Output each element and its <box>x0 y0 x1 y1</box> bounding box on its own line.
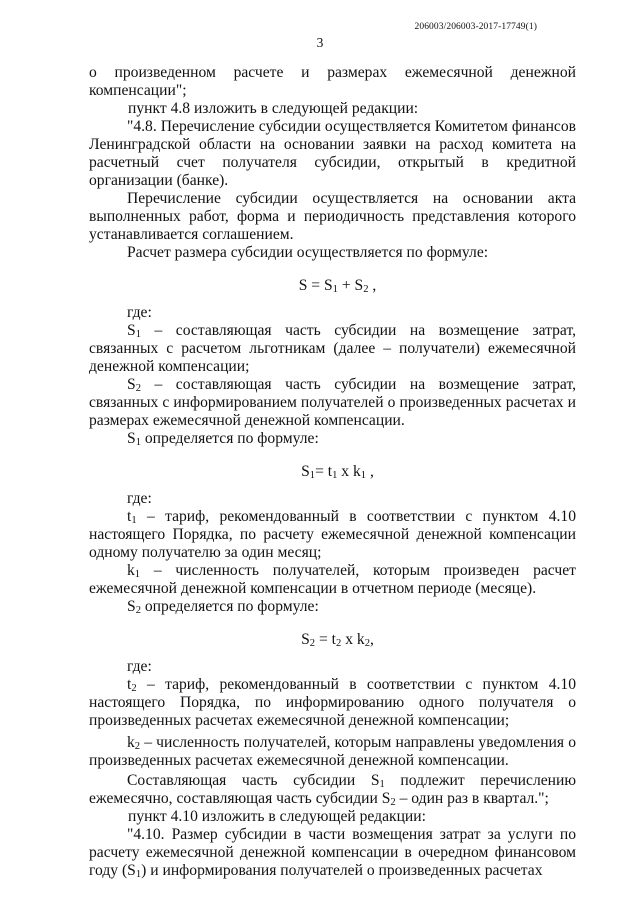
paragraph-transfer-basis: Перечисление субсидии осуществляется на основании акта выполненных работ, форма и периодичность представления которого устанавливается соглашением. <box>89 190 576 243</box>
definition-s1: $S_1$ – составляющая часть субсидии на возмещение затрат, связанных с расчетом льготникам (далее – получатели) ежемесячной денежной компенсации; <box>89 322 576 375</box>
s2-formula-intro: $S_2$ определяется по формуле: <box>127 598 319 616</box>
definition-k2: $k_2$ – численность получателей, которым направлены уведомления о произведенных расчетах ежемесячной денежной компенсации. <box>89 734 576 769</box>
where-label: где: <box>127 658 152 675</box>
paragraph-item-4-10-intro: пункт 4.10 изложить в следующей редакции: <box>128 808 426 825</box>
formula-s1: $S_1= t_1$ x $k_1$ , <box>301 463 374 481</box>
document-id: 206003/206003-2017-17749(1) <box>414 22 537 32</box>
definition-s2: $S_2$ – составляющая часть субсидии на возмещение затрат, связанных с информированием получателей о произведенных расчетах и размерах ежемесячной денежной компенсации. <box>89 376 576 429</box>
paragraph-item-4-8-intro: пункт 4.8 изложить в следующей редакции: <box>128 100 419 117</box>
where-label: где: <box>127 304 152 321</box>
definition-k1: $k_1$ – численность получателей, которым произведен расчет ежемесячной денежной компенсации в отчетном периоде (месяце). <box>89 562 576 597</box>
formula-s2: $S_2 = t_2$ x $k_2$, <box>301 631 374 649</box>
paragraph-item-4-8: "4.8. Перечисление субсидии осуществляется Комитетом финансов Ленинградской области на основании заявки на расход комитета на расчетный счет получателя субсидии, открытый в кредитной организации (банке). <box>89 118 576 189</box>
paragraph-formula-intro: Расчет размера субсидии осуществляется по формуле: <box>127 244 489 261</box>
document-body <box>89 64 576 880</box>
page-number: 3 <box>316 35 324 50</box>
where-label: где: <box>127 490 152 507</box>
s1-formula-intro: $S_1$ определяется по формуле: <box>127 430 319 448</box>
paragraph-compensation-end: о произведенном расчете и размерах ежемесячной денежной компенсации"; <box>89 64 576 99</box>
definition-t1: $t_1$ – тариф, рекомендованный в соответствии с пунктом 4.10 настоящего Порядка, по расчету ежемесячной денежной компенсации одному получателю за один месяц; <box>89 508 576 561</box>
definition-t2: $t_2$ – тариф, рекомендованный в соответствии с пунктом 4.10 настоящего Порядка, по информированию одного получателя о произведенных расчетах ежемесячной денежной компенсации; <box>89 676 576 729</box>
formula-s: $S = S_1 + S_2$ , <box>298 277 377 295</box>
paragraph-item-4-10: "4.10. Размер субсидии в части возмещения затрат за услуги по расчету ежемесячной денежной компенсации в очередном финансовом году $(S_1)$ и информирования получателей о произведенных расчетах <box>89 826 576 880</box>
paragraph-transfer-schedule: Составляющая часть субсидии $S_1$ подлежит перечислению ежемесячно, составляющая часть субсидии $S_2$ – один раз в квартал."; <box>89 772 576 808</box>
